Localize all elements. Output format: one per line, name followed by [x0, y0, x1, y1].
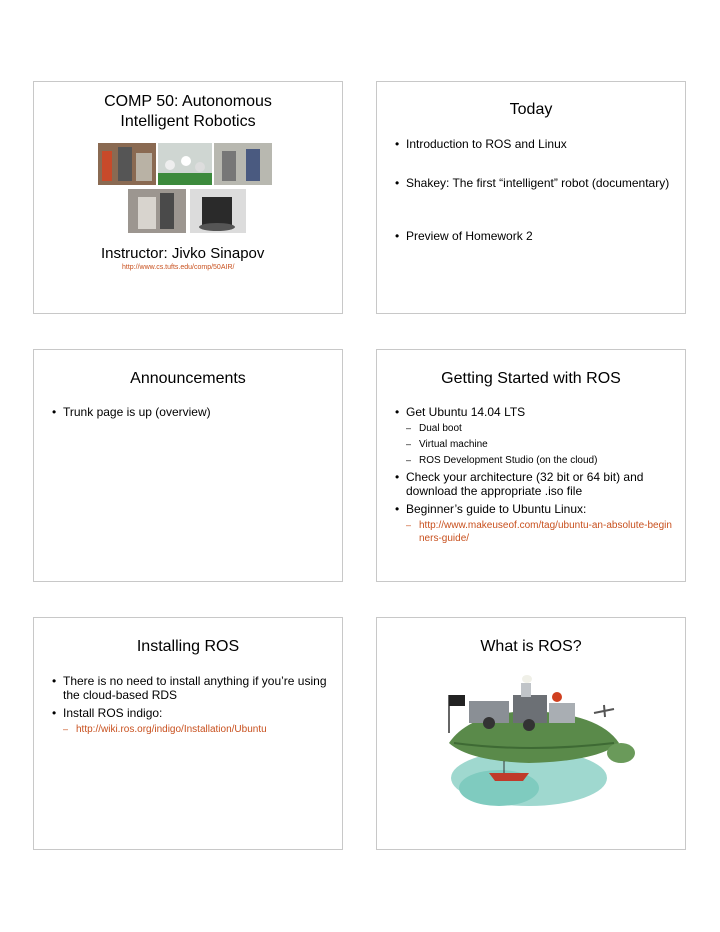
- bullet-list: [395, 176, 673, 190]
- slide-title: Getting Started with ROS: [441, 370, 621, 387]
- list-item: • Get Ubuntu 14.04 LTS: [395, 405, 673, 419]
- list-item: • Introduction to ROS and Linux: [395, 137, 673, 151]
- list-item: • Preview of Homework 2: [395, 229, 673, 243]
- slide-getting-started: [376, 349, 686, 582]
- slide-title: [34, 92, 342, 132]
- list-item: • Install ROS indigo:: [52, 706, 330, 720]
- ubuntu-guide-link[interactable]: – http://www.makeuseof.com/tag/ubuntu-an-absolute-beginners-guide/: [395, 519, 673, 545]
- list-item: • Beginner’s guide to Ubuntu Linux:: [395, 502, 673, 516]
- title-line-1: COMP 50: Autonomous: [104, 93, 272, 110]
- slide-title: Announcements: [130, 370, 246, 387]
- ros-turtle-illustration: [429, 673, 641, 808]
- ros-install-link[interactable]: – http://wiki.ros.org/indigo/Installation/Ubuntu: [52, 723, 330, 736]
- slide-announcements: [33, 349, 343, 582]
- sub-list-item: – ROS Development Studio (on the cloud): [395, 454, 673, 467]
- slide-installing-ros: [33, 617, 343, 850]
- bullet-list: [395, 137, 673, 151]
- bullet-list: [395, 405, 673, 545]
- bullet-list: [395, 229, 673, 243]
- title-line-2: Intelligent Robotics: [120, 113, 256, 130]
- list-item: • There is no need to install anything if you’re using the cloud-based RDS: [52, 674, 330, 702]
- list-item: • Check your architecture (32 bit or 64 bit) and download the appropriate .iso file: [395, 470, 673, 498]
- bullet-list: [52, 405, 330, 419]
- sub-list-item: – Dual boot: [395, 422, 673, 435]
- slide-what-is-ros: [376, 617, 686, 850]
- slide-title: Installing ROS: [136, 638, 240, 655]
- slide-title: What is ROS?: [480, 638, 582, 655]
- bullet-list: [52, 674, 330, 736]
- slide-title: Today: [509, 101, 553, 118]
- robot-photo-collage: [98, 143, 274, 233]
- slide-today: [376, 81, 686, 314]
- instructor-name: Instructor: Jivko Sinapov: [101, 245, 265, 262]
- course-url-link[interactable]: http://www.cs.tufts.edu/comp/50AIR/: [122, 264, 235, 271]
- slide-course-title: [33, 81, 343, 314]
- list-item: • Shakey: The first “intelligent” robot (documentary): [395, 176, 673, 190]
- list-item: • Trunk page is up (overview): [52, 405, 330, 419]
- sub-list-item: – Virtual machine: [395, 438, 673, 451]
